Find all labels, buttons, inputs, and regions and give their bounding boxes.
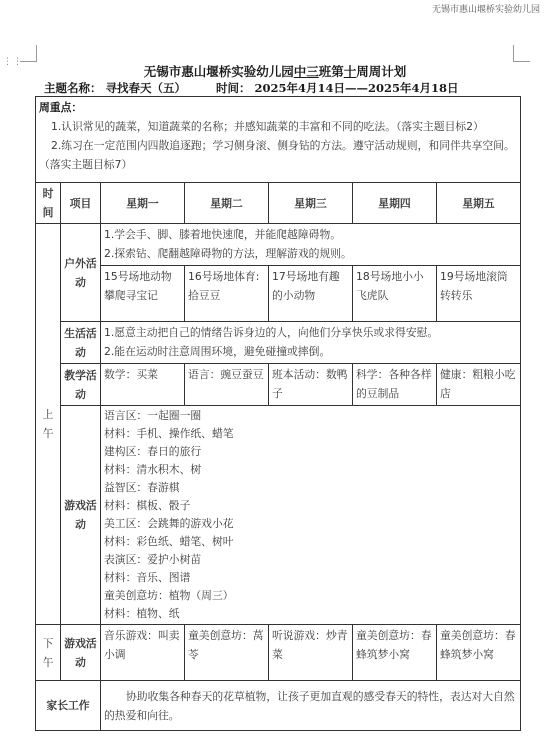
title-prefix: 无锡市惠山堰桥实验幼儿园 xyxy=(143,64,294,79)
game-line: 表演区：爱护小树苗 xyxy=(104,553,202,566)
focus-item-2: 2.练习在一定范围内四散追逐跑；学习侧身滚、侧身钻的方法。遵守活动规则，和同伴共享空间。（落实主题目标7） xyxy=(39,139,515,171)
teaching-row xyxy=(36,364,521,406)
morning-label: 上午 xyxy=(36,224,61,625)
teaching-wed: 班本活动：数鸭子 xyxy=(269,364,353,406)
day-header-wed: 星期三 xyxy=(269,183,353,224)
afternoon-game-label: 游戏活动 xyxy=(61,625,101,681)
theme-label: 主题名称： xyxy=(44,81,102,95)
outdoor-goals-row xyxy=(36,224,521,266)
afternoon-thu: 童美创意坊：春蜂筑梦小窝 xyxy=(353,625,437,681)
game-line: 材料：植物、纸 xyxy=(104,607,180,620)
outdoor-activity-label: 户外活动 xyxy=(61,224,101,322)
day-header-tue: 星期二 xyxy=(185,183,269,224)
afternoon-fri: 童美创意坊：春蜂筑梦小窝 xyxy=(437,625,521,681)
parent-work-text: 协助收集各种春天的花草植物，让孩子更加直观的感受春天的特性，表达对大自然的热爱和向往。 xyxy=(101,681,521,731)
game-line: 材料：音乐、图谱 xyxy=(104,571,191,584)
parent-row xyxy=(36,681,521,731)
title-class-number: 三 xyxy=(306,64,319,79)
item-column-header: 项目 xyxy=(61,183,101,224)
time-value: 2025年4月14日——2025年4月18日 xyxy=(254,81,459,95)
title-middle: 班第 xyxy=(318,64,344,79)
focus-row xyxy=(36,97,521,183)
focus-label: 周重点： xyxy=(39,101,83,114)
teaching-activity-label: 教学活动 xyxy=(61,364,101,406)
game-line: 材料：彩色纸、蜡笔、树叶 xyxy=(104,535,234,548)
game-line: 材料：清水积木、树 xyxy=(104,463,202,476)
time-label: 时间： xyxy=(216,81,251,95)
game-line: 材料：手机、操作纸、蜡笔 xyxy=(104,427,234,440)
life-row xyxy=(36,322,521,364)
game-line: 美工区：会跳舞的游戏小花 xyxy=(104,517,234,530)
title-week-number: 十 xyxy=(343,64,357,79)
header-row xyxy=(36,183,521,224)
game-line: 益智区：春游棋 xyxy=(104,481,180,494)
parent-work-label: 家长工作 xyxy=(36,681,101,731)
teaching-thu: 科学：各种各样的豆制品 xyxy=(353,364,437,406)
life-item-2: 2.能在运动时注意周围环境，避免碰撞或摔倒。 xyxy=(104,345,331,358)
week-focus-cell xyxy=(36,97,521,183)
game-line: 材料：棋板、骰子 xyxy=(104,499,191,512)
game-row xyxy=(36,406,521,625)
margin-corner-mark-right xyxy=(513,45,530,62)
life-activity-label: 生活活动 xyxy=(61,322,101,364)
theme-value: 寻找春天（五） xyxy=(105,81,186,95)
outdoor-mon: 15号场地动物攀爬寻宝记 xyxy=(101,266,185,322)
page-header-note: 无锡市惠山堰桥实验幼儿园 xyxy=(431,5,540,15)
game-activity-label: 游戏活动 xyxy=(61,406,101,625)
outdoor-wed: 17号场地有趣的小动物 xyxy=(269,266,353,322)
day-header-thu: 星期四 xyxy=(353,183,437,224)
outdoor-thu: 18号场地小小飞虎队 xyxy=(353,266,437,322)
outdoor-tue: 16号场地体育:拾豆豆 xyxy=(185,266,269,322)
drag-handle-icon[interactable]: ⋮⋮ xyxy=(3,57,23,67)
game-line: 建构区：春日的旅行 xyxy=(104,445,202,458)
focus-item-1: 1.认识常见的蔬菜，知道蔬菜的名称；并感知蔬菜的丰富和不同的吃法。（落实主题目标2） xyxy=(51,120,484,133)
document-title xyxy=(0,57,550,80)
afternoon-mon: 音乐游戏：叫卖小调 xyxy=(101,625,185,681)
title-class-level: 中 xyxy=(293,64,307,79)
outdoor-fri: 19号场地滚筒转转乐 xyxy=(437,266,521,322)
teaching-tue: 语言：豌豆蚕豆 xyxy=(185,364,269,406)
teaching-mon: 数学：买菜 xyxy=(101,364,185,406)
game-area-list xyxy=(101,406,521,625)
outdoor-goal-1: 1.学会手、脚、膝着地快速爬，并能爬越障碍物。 xyxy=(104,228,342,241)
afternoon-wed: 听说游戏：炒青菜 xyxy=(269,625,353,681)
outdoor-goals xyxy=(101,224,521,266)
plan-subtitle xyxy=(44,80,524,96)
game-line: 语言区：一起圈一圈 xyxy=(104,409,202,422)
afternoon-label: 下午 xyxy=(36,625,61,681)
day-header-fri: 星期五 xyxy=(437,183,521,224)
outdoor-goal-2: 2.探索钻、爬翻越障碍物的方法，理解游戏的规则。 xyxy=(104,247,352,260)
time-column-header: 时间 xyxy=(36,183,61,224)
afternoon-tue: 童美创意坊：莴苓 xyxy=(185,625,269,681)
weekly-plan-table xyxy=(35,96,521,731)
title-suffix: 周周计划 xyxy=(356,64,407,79)
outdoor-days-row xyxy=(36,266,521,322)
day-header-mon: 星期一 xyxy=(101,183,185,224)
teaching-fri: 健康：粗粮小吃店 xyxy=(437,364,521,406)
life-item-1: 1.愿意主动把自己的情绪告诉身边的人，向他们分享快乐或求得安慰。 xyxy=(104,326,439,339)
afternoon-row xyxy=(36,625,521,681)
life-items xyxy=(101,322,521,364)
game-line: 童美创意坊：植物（周三） xyxy=(104,589,234,602)
